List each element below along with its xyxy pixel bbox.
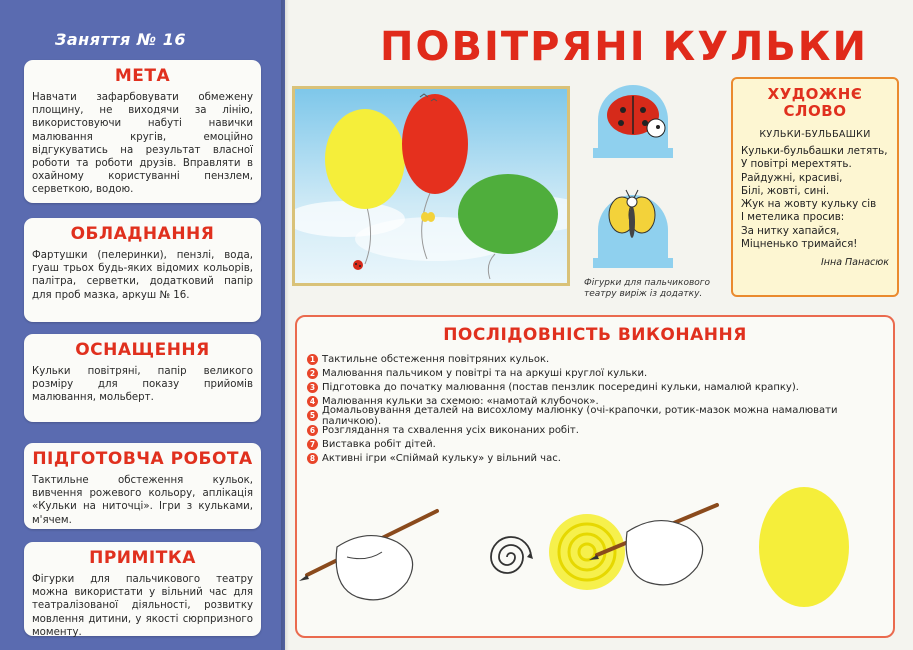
- poem-heading-line1: ХУДОЖНЄ: [767, 85, 863, 103]
- furnishing-heading: ОСНАЩЕННЯ: [75, 340, 210, 360]
- balloons-picture: [292, 86, 570, 286]
- sequence-steps: [307, 352, 892, 466]
- poem-line: Білі, жовті, сині.: [741, 184, 830, 197]
- step-text: Розглядання та схвалення усіх виконаних робіт.: [322, 424, 579, 436]
- artistic-word-box: [731, 77, 899, 297]
- sequence-box: [295, 315, 895, 638]
- poem-line: За нитку хапайся,: [741, 224, 840, 237]
- furnishing-card: [24, 334, 261, 422]
- equipment-heading: ОБЛАДНАННЯ: [70, 224, 215, 244]
- step-number: 3: [307, 382, 318, 393]
- step-text: Малювання пальчиком у повітрі та на аркуші круглої кульки.: [322, 367, 648, 379]
- step-number: 4: [307, 396, 318, 407]
- step-text: Виставка робіт дітей.: [322, 438, 436, 450]
- poem-line: Міцненько тримайся!: [741, 238, 858, 251]
- ladybug-icon: [593, 85, 673, 158]
- step-number: 6: [307, 425, 318, 436]
- sequence-step: [307, 366, 892, 380]
- step-text: Тактильне обстеження повітряних кульок.: [322, 353, 550, 365]
- balloons-illustration: [295, 89, 567, 283]
- spiral-icon: [491, 537, 533, 573]
- step-text: Малювання кульки за схемою: «намотай клубочок».: [322, 396, 599, 408]
- step-number: 5: [307, 410, 318, 421]
- equipment-text: Фартушки (пелеринки), пензлі, вода, гуаш трьох будь-яких відомих кольорів, палітра, серветки, додатковий папір для проб мазка, аркуш № 16.: [32, 250, 253, 301]
- note-card: [24, 542, 261, 636]
- figures-caption: Фігурки для пальчикового театру виріж із додатку.: [584, 278, 711, 299]
- step-text: Підготовка до початку малювання (постав пензлик посередині кульки, намалюй крапку).: [322, 381, 799, 393]
- step-number: 7: [307, 439, 318, 450]
- sequence-step: [307, 437, 892, 451]
- sequence-step: [307, 404, 892, 427]
- sequence-step: [307, 451, 892, 465]
- yellow-spiral-balloon: [549, 514, 625, 590]
- note-heading: ПРИМІТКА: [89, 548, 196, 568]
- step-text: Активні ігри «Спіймай кульку» у вільний час.: [322, 452, 561, 464]
- poem-heading-line2: СЛОВО: [783, 102, 847, 120]
- preparation-text: Тактильне обстеження кульок, вивчення рожевого кольору, аплікація «Кульки на ниточці». Ігри з кульками, м'ячем.: [32, 475, 253, 526]
- yellow-balloon: [325, 109, 405, 209]
- sequence-heading: ПОСЛІДОВНІСТЬ ВИКОНАННЯ: [443, 325, 747, 345]
- poem-line: І метелика просив:: [741, 211, 845, 224]
- lesson-label: Заняття № 16: [55, 30, 186, 49]
- brush-hand-icon: [299, 511, 437, 600]
- left-column: [0, 0, 285, 650]
- small-ladybug-icon: [353, 260, 363, 270]
- poem-lines: [741, 145, 889, 251]
- yellow-balloon-result: [759, 487, 849, 607]
- goal-text: Навчати зафарбовувати обмежену площину, не виходячи за лінію, використовуючи набуті навички малювання кругів, емоційно відгукуватись на результат власної роботи та роботи друзів. Вправляти в охайному користуванні пензлем, серветкою, водою.: [32, 92, 253, 196]
- goal-card: [24, 60, 261, 203]
- drawing-scheme: [297, 487, 897, 637]
- poem-line: У повітрі мерехтять.: [741, 158, 852, 171]
- step-number: 8: [307, 453, 318, 464]
- note-text: Фігурки для пальчикового театру можна використати у вільний час для театралізованої діяльності, розвитку мовлення дитини, у якості сюрпризного моменту.: [32, 574, 253, 638]
- step-text: Домальовування деталей на висохлому малюнку (очі-крапочки, ротик-мазок можна намалювати паличкою).: [322, 404, 838, 427]
- page-title: ПОВІТРЯНІ КУЛЬКИ: [380, 24, 868, 70]
- step-number: 2: [307, 368, 318, 379]
- red-balloon: [402, 94, 468, 194]
- equipment-card: [24, 218, 261, 322]
- step-number: 1: [307, 354, 318, 365]
- poem-author: Інна Панасюк: [820, 257, 889, 269]
- sequence-step: [307, 352, 892, 366]
- green-balloon: [458, 174, 558, 254]
- poem-title: КУЛЬКИ-БУЛЬБАШКИ: [759, 129, 871, 140]
- poem-line: Жук на жовту кульку сів: [741, 198, 877, 211]
- poem-line: Кульки-бульбашки летять,: [741, 145, 888, 157]
- preparation-heading: ПІДГОТОВЧА РОБОТА: [32, 449, 253, 469]
- butterfly-icon: [593, 190, 673, 268]
- finger-theater-figures: [588, 80, 708, 290]
- poem-line: Райдужні, красиві,: [741, 171, 843, 184]
- furnishing-text: Кульки повітряні, папір великого розміру для показу прийомів малювання, мольберт.: [32, 366, 253, 404]
- goal-heading: МЕТА: [114, 66, 171, 86]
- sequence-step: [307, 380, 892, 394]
- preparation-card: [24, 443, 261, 529]
